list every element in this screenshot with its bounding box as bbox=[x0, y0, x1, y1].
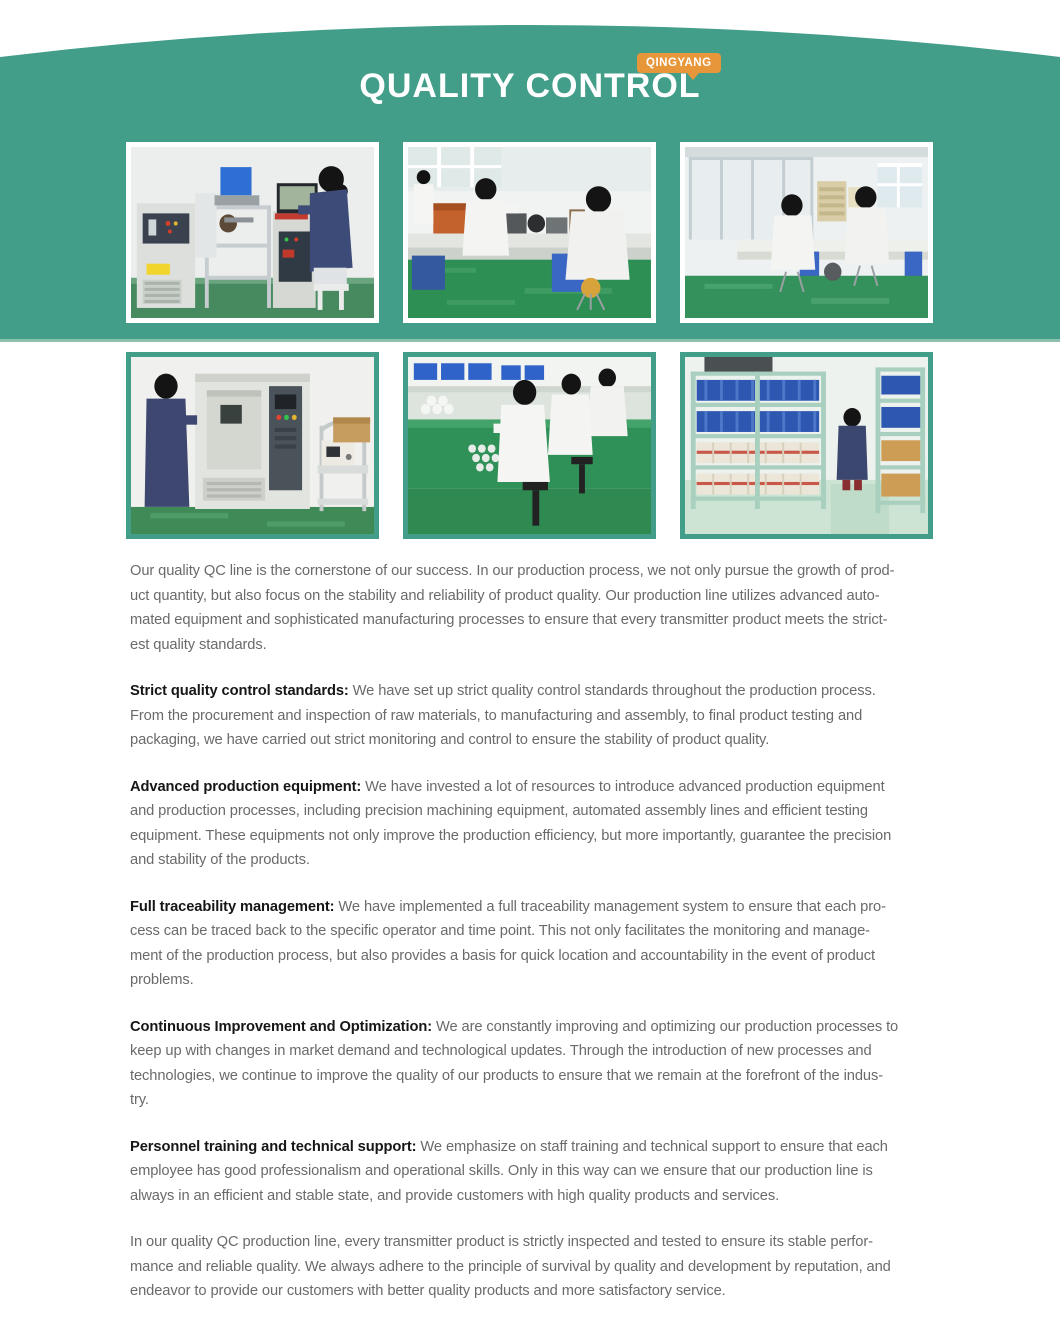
text-line: employee has good professionalism and operational skills. Only in this way can we ensure that our production line is bbox=[130, 1163, 873, 1179]
text-line: est quality standards. bbox=[130, 636, 267, 653]
text-line: always in an efficient and stable state, and provide customers with high quality products and services. bbox=[130, 1187, 780, 1204]
paragraph bbox=[130, 559, 932, 657]
text-line: and production processes, including precision machining equipment, automated assembly lines and efficient testing bbox=[130, 803, 868, 819]
text-line: and stability of the products. bbox=[130, 852, 310, 868]
header-band-edge bbox=[0, 339, 1060, 342]
text-line: From the procurement and inspection of raw materials, to manufacturing and assembly, to final product testing and bbox=[130, 707, 863, 724]
text-line: try. bbox=[130, 1092, 149, 1108]
photo-warehouse-image bbox=[685, 357, 928, 534]
text-line: uct quantity, but also focus on the stability and reliability of product quality. Our production line utilizes advanced auto- bbox=[130, 587, 880, 604]
text-line: Advanced production equipment: We have invested a lot of resources to introduce advanced production equipment bbox=[130, 778, 885, 795]
photo-bench-assembly bbox=[403, 142, 656, 323]
paragraph bbox=[130, 775, 932, 873]
photo-bench-assembly-image bbox=[408, 147, 651, 318]
brand-badge: QINGYANG bbox=[637, 53, 721, 73]
paragraph-lead: Advanced production equipment: bbox=[130, 778, 366, 795]
text-line: In our quality QC production line, every transmitter product is strictly inspected and tested to ensure its stable perfor- bbox=[130, 1234, 873, 1250]
photo-test-chamber-image bbox=[131, 357, 374, 534]
photo-test-chamber bbox=[126, 352, 379, 539]
text-line: Our quality QC line is the cornerstone of our success. In our production process, we not only pursue the growth of prod- bbox=[130, 563, 895, 579]
text-line: Personnel training and technical support: We emphasize on staff training and technical support to ensure that each bbox=[130, 1138, 888, 1155]
photo-warehouse-shelves bbox=[680, 352, 933, 539]
text-line: problems. bbox=[130, 972, 194, 988]
photo-laser-inspection-station bbox=[126, 142, 379, 323]
paragraph bbox=[130, 679, 932, 753]
paragraph bbox=[130, 895, 932, 993]
paragraph bbox=[130, 1135, 932, 1209]
paragraph-lead: Full traceability management: bbox=[130, 898, 339, 915]
text-line: keep up with changes in market demand and technological updates. Through the introduction of new processes and bbox=[130, 1043, 872, 1059]
text-line: mance and reliable quality. We always adhere to the principle of survival by quality and development by reputation, and bbox=[130, 1258, 891, 1275]
text-line: mated equipment and sophisticated manufacturing processes to ensure that every transmitter product meets the strict- bbox=[130, 612, 888, 628]
content-section bbox=[130, 559, 932, 1326]
paragraph bbox=[130, 1230, 932, 1304]
text-line: packaging, we have carried out strict monitoring and control to ensure the stability of product quality. bbox=[130, 732, 770, 748]
page-title: QUALITY CONTROL bbox=[359, 67, 701, 105]
photo-glass-lab bbox=[680, 142, 933, 323]
text-line: equipment. These equipments not only improve the production efficiency, but more importantly, guarantee the precision bbox=[130, 827, 892, 844]
paragraph-lead: Continuous Improvement and Optimization: bbox=[130, 1018, 436, 1035]
gallery-row-1 bbox=[126, 142, 933, 323]
photo-production-line bbox=[403, 352, 656, 539]
text-line: endeavor to provide our customers with better quality products and more satisfactory service. bbox=[130, 1283, 726, 1299]
text-line: technologies, we continue to improve the quality of our products to ensure that we remain at the forefront of the indus- bbox=[130, 1067, 884, 1084]
text-line: cess can be traced back to the specific operator and time point. This not only facilitates the monitoring and manage- bbox=[130, 923, 870, 939]
gallery-row-2 bbox=[126, 352, 933, 539]
text-line: Full traceability management: We have implemented a full traceability management system to ensure that each pro- bbox=[130, 898, 886, 915]
paragraph-lead: Personnel training and technical support: bbox=[130, 1138, 421, 1155]
text-line: ment of the production process, but also provides a basis for quick location and accountability in the event of product bbox=[130, 947, 875, 964]
text-line: Strict quality control standards: We have set up strict quality control standards throughout the production process. bbox=[130, 683, 876, 699]
paragraph-lead: Strict quality control standards: bbox=[130, 683, 353, 699]
photo-glass-lab-image bbox=[685, 147, 928, 318]
photo-laser-inspection-image bbox=[131, 147, 374, 318]
text-line: Continuous Improvement and Optimization: We are constantly improving and optimizing our production processes to bbox=[130, 1018, 899, 1035]
photo-production-line-image bbox=[408, 357, 651, 534]
paragraph bbox=[130, 1015, 932, 1113]
